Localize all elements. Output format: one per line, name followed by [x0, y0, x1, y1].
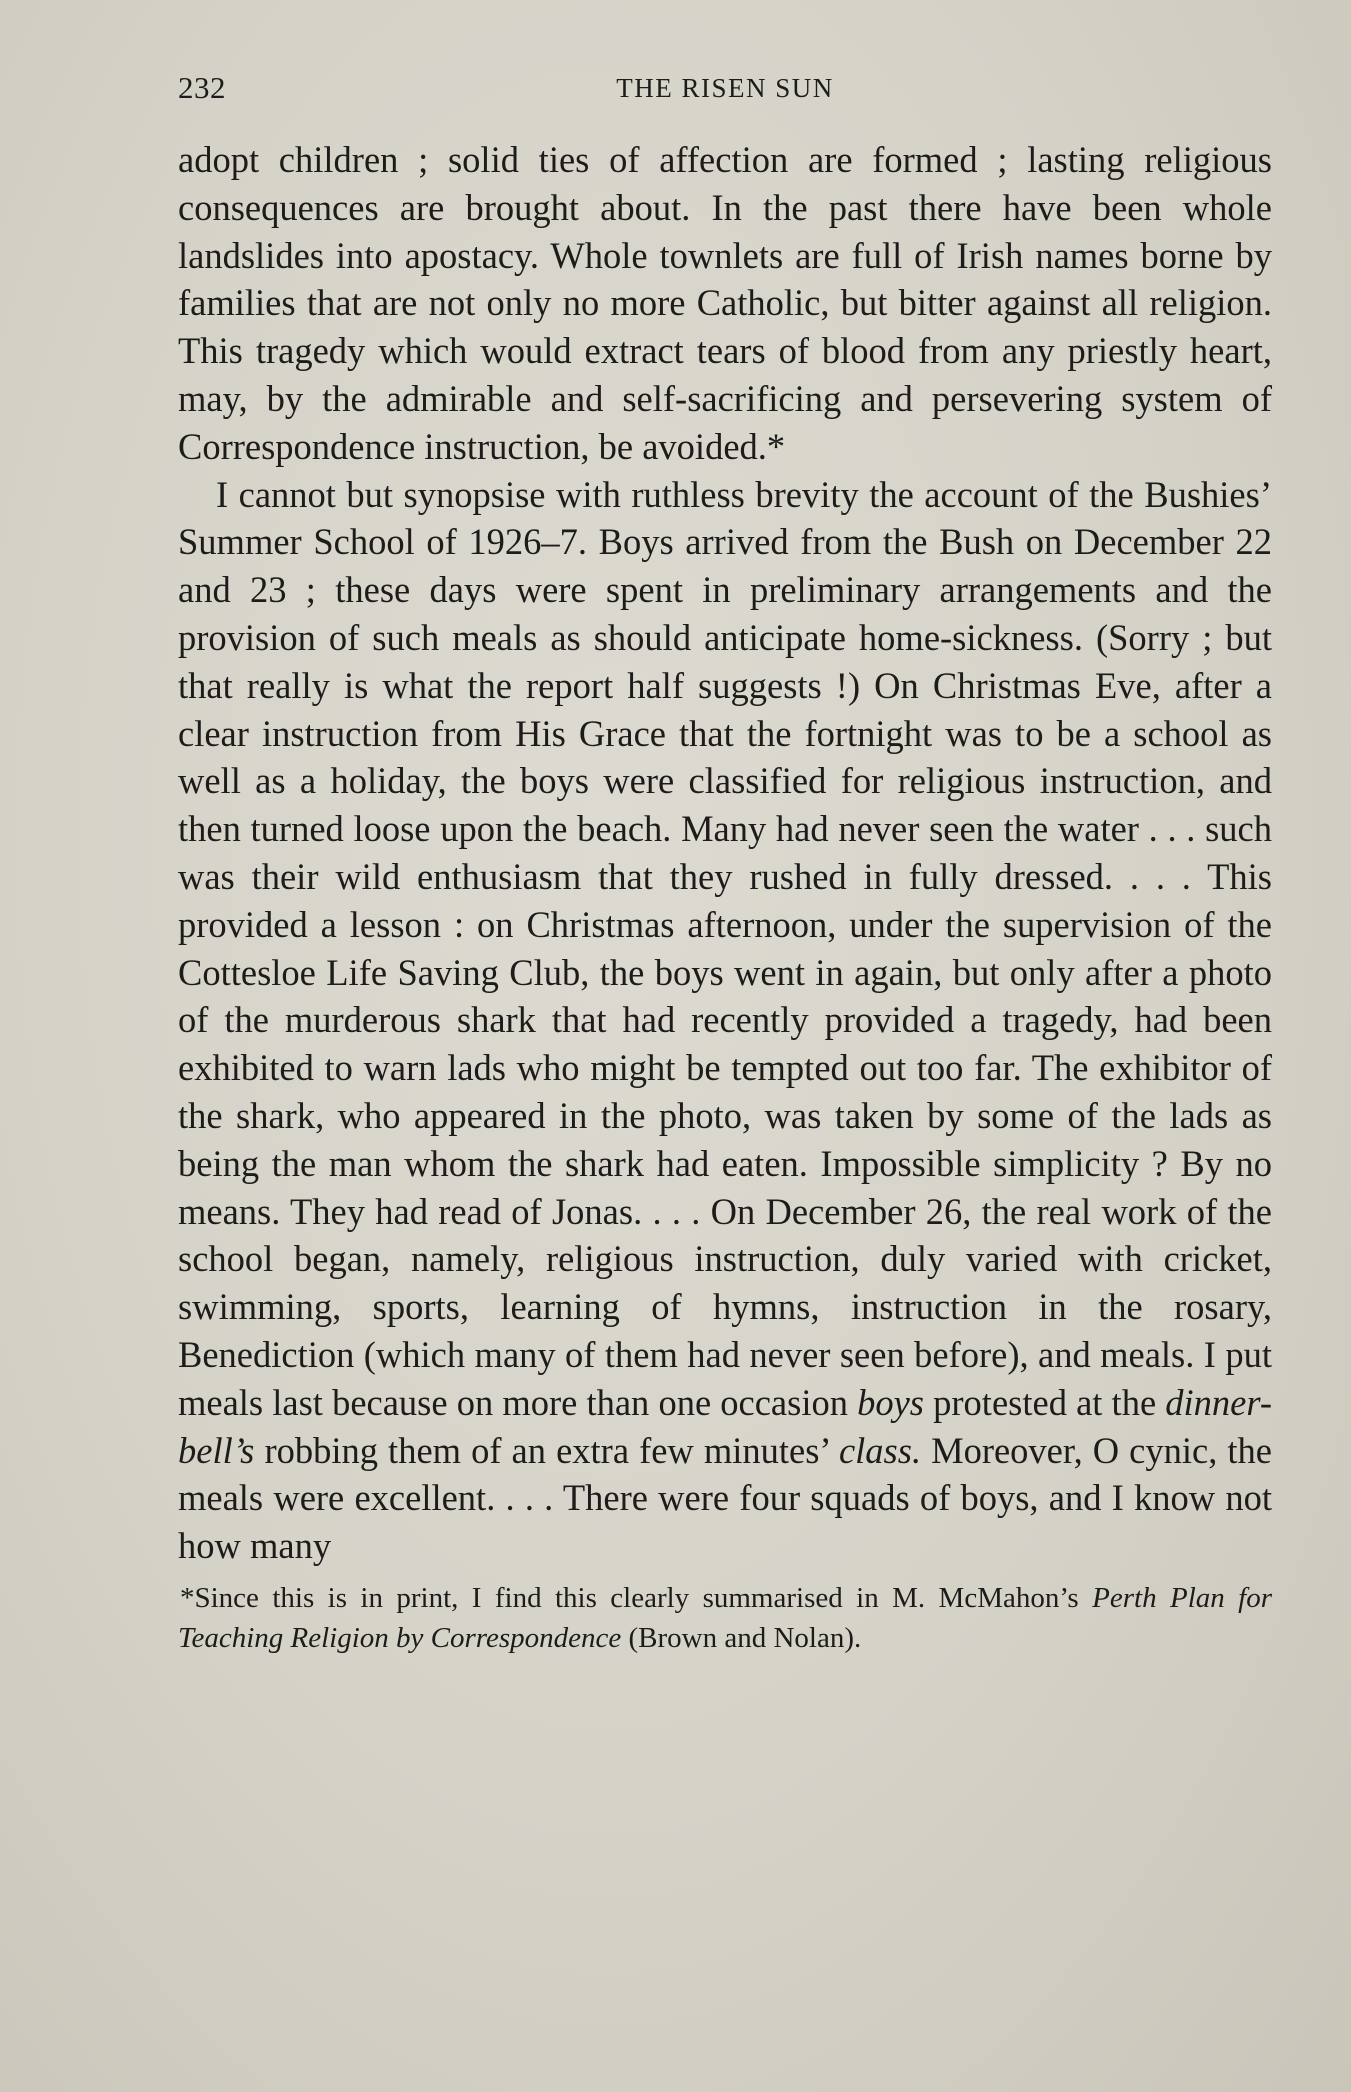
- paragraph-2-part-2: protested at the: [933, 1381, 1157, 1423]
- footnote: [178, 1578, 1272, 1658]
- footnote-text: [178, 1578, 1272, 1658]
- paragraph-1: adopt children ; solid ties of affection are formed ; lasting religious consequences are brought about. In the past there have been whole landslides into apostacy. Whole townlets are full of Irish names borne by families that are not only no more Catholic, but bitter against all religion. This tragedy which would extract tears of blood from any priestly heart, may, by the admirable and self-sacrificing and persevering system of Correspondence instruction, be avoided.*: [178, 139, 1272, 467]
- paragraph-2-part-4: Moreover, O cynic, the meals were excellent. . . . There were four squads of boys, and I know not how many: [178, 1429, 1272, 1567]
- italic-dinner-bell: dinner-bell’s: [178, 1381, 1273, 1471]
- paragraph-2-part-3: robbing them of an extra few minutes’: [264, 1429, 829, 1471]
- book-page: [178, 60, 1272, 1658]
- body-text: [178, 136, 1272, 1570]
- footnote-publisher: (Brown and Nolan).: [628, 1621, 862, 1654]
- paragraph-2-part-1: I cannot but synopsise with ruthless brevity the account of the Bushies’ Summer School of 1926–7. Boys arrived from the Bush on December 22 and 23 ; these days were spent in preliminary arrangements and the provision of such meals as should anticipate home-sickness. (Sorry ; but that really is what the report half suggests !) On Christmas Eve, after a clear instruction from His Grace that the fortnight was to be a school as well as a holiday, the boys were classified for religious instruction, and then turned loose upon the beach. Many had never seen the water . . . such was their wild enthusiasm that they rushed in fully dressed. . . . This provided a lesson : on Christmas afternoon, under the supervision of the Cottesloe Life Saving Club, the boys went in again, but only after a photo of the murderous shark that had recently provided a tragedy, had been exhibited to warn lads who might be tempted out too far. The exhibitor of the shark, who appeared in the photo, was taken by some of the lads as being the man whom the shark had eaten. Impossible simplicity ? By no means. They had read of Jonas. . . . On December 26, the real work of the school began, namely, religious instruction, duly varied with cricket, swimming, sports, learning of hymns, instruction in the rosary, Benediction (which many of them had never seen before), and meals. I put meals last because on more than one occasion: [178, 473, 1272, 1423]
- paragraph-2: [178, 471, 1272, 1570]
- footnote-title: Perth Plan for Teaching Religion by Correspondence: [178, 1581, 1273, 1654]
- running-head: [178, 60, 1272, 120]
- page-number: 232: [178, 70, 226, 105]
- italic-class: class.: [838, 1429, 922, 1471]
- footnote-lead: *Since this is in print, I find this clearly summarised in M. McMahon’s: [180, 1581, 1079, 1614]
- running-title: THE RISEN SUN: [616, 73, 834, 103]
- italic-boys: boys: [857, 1381, 925, 1423]
